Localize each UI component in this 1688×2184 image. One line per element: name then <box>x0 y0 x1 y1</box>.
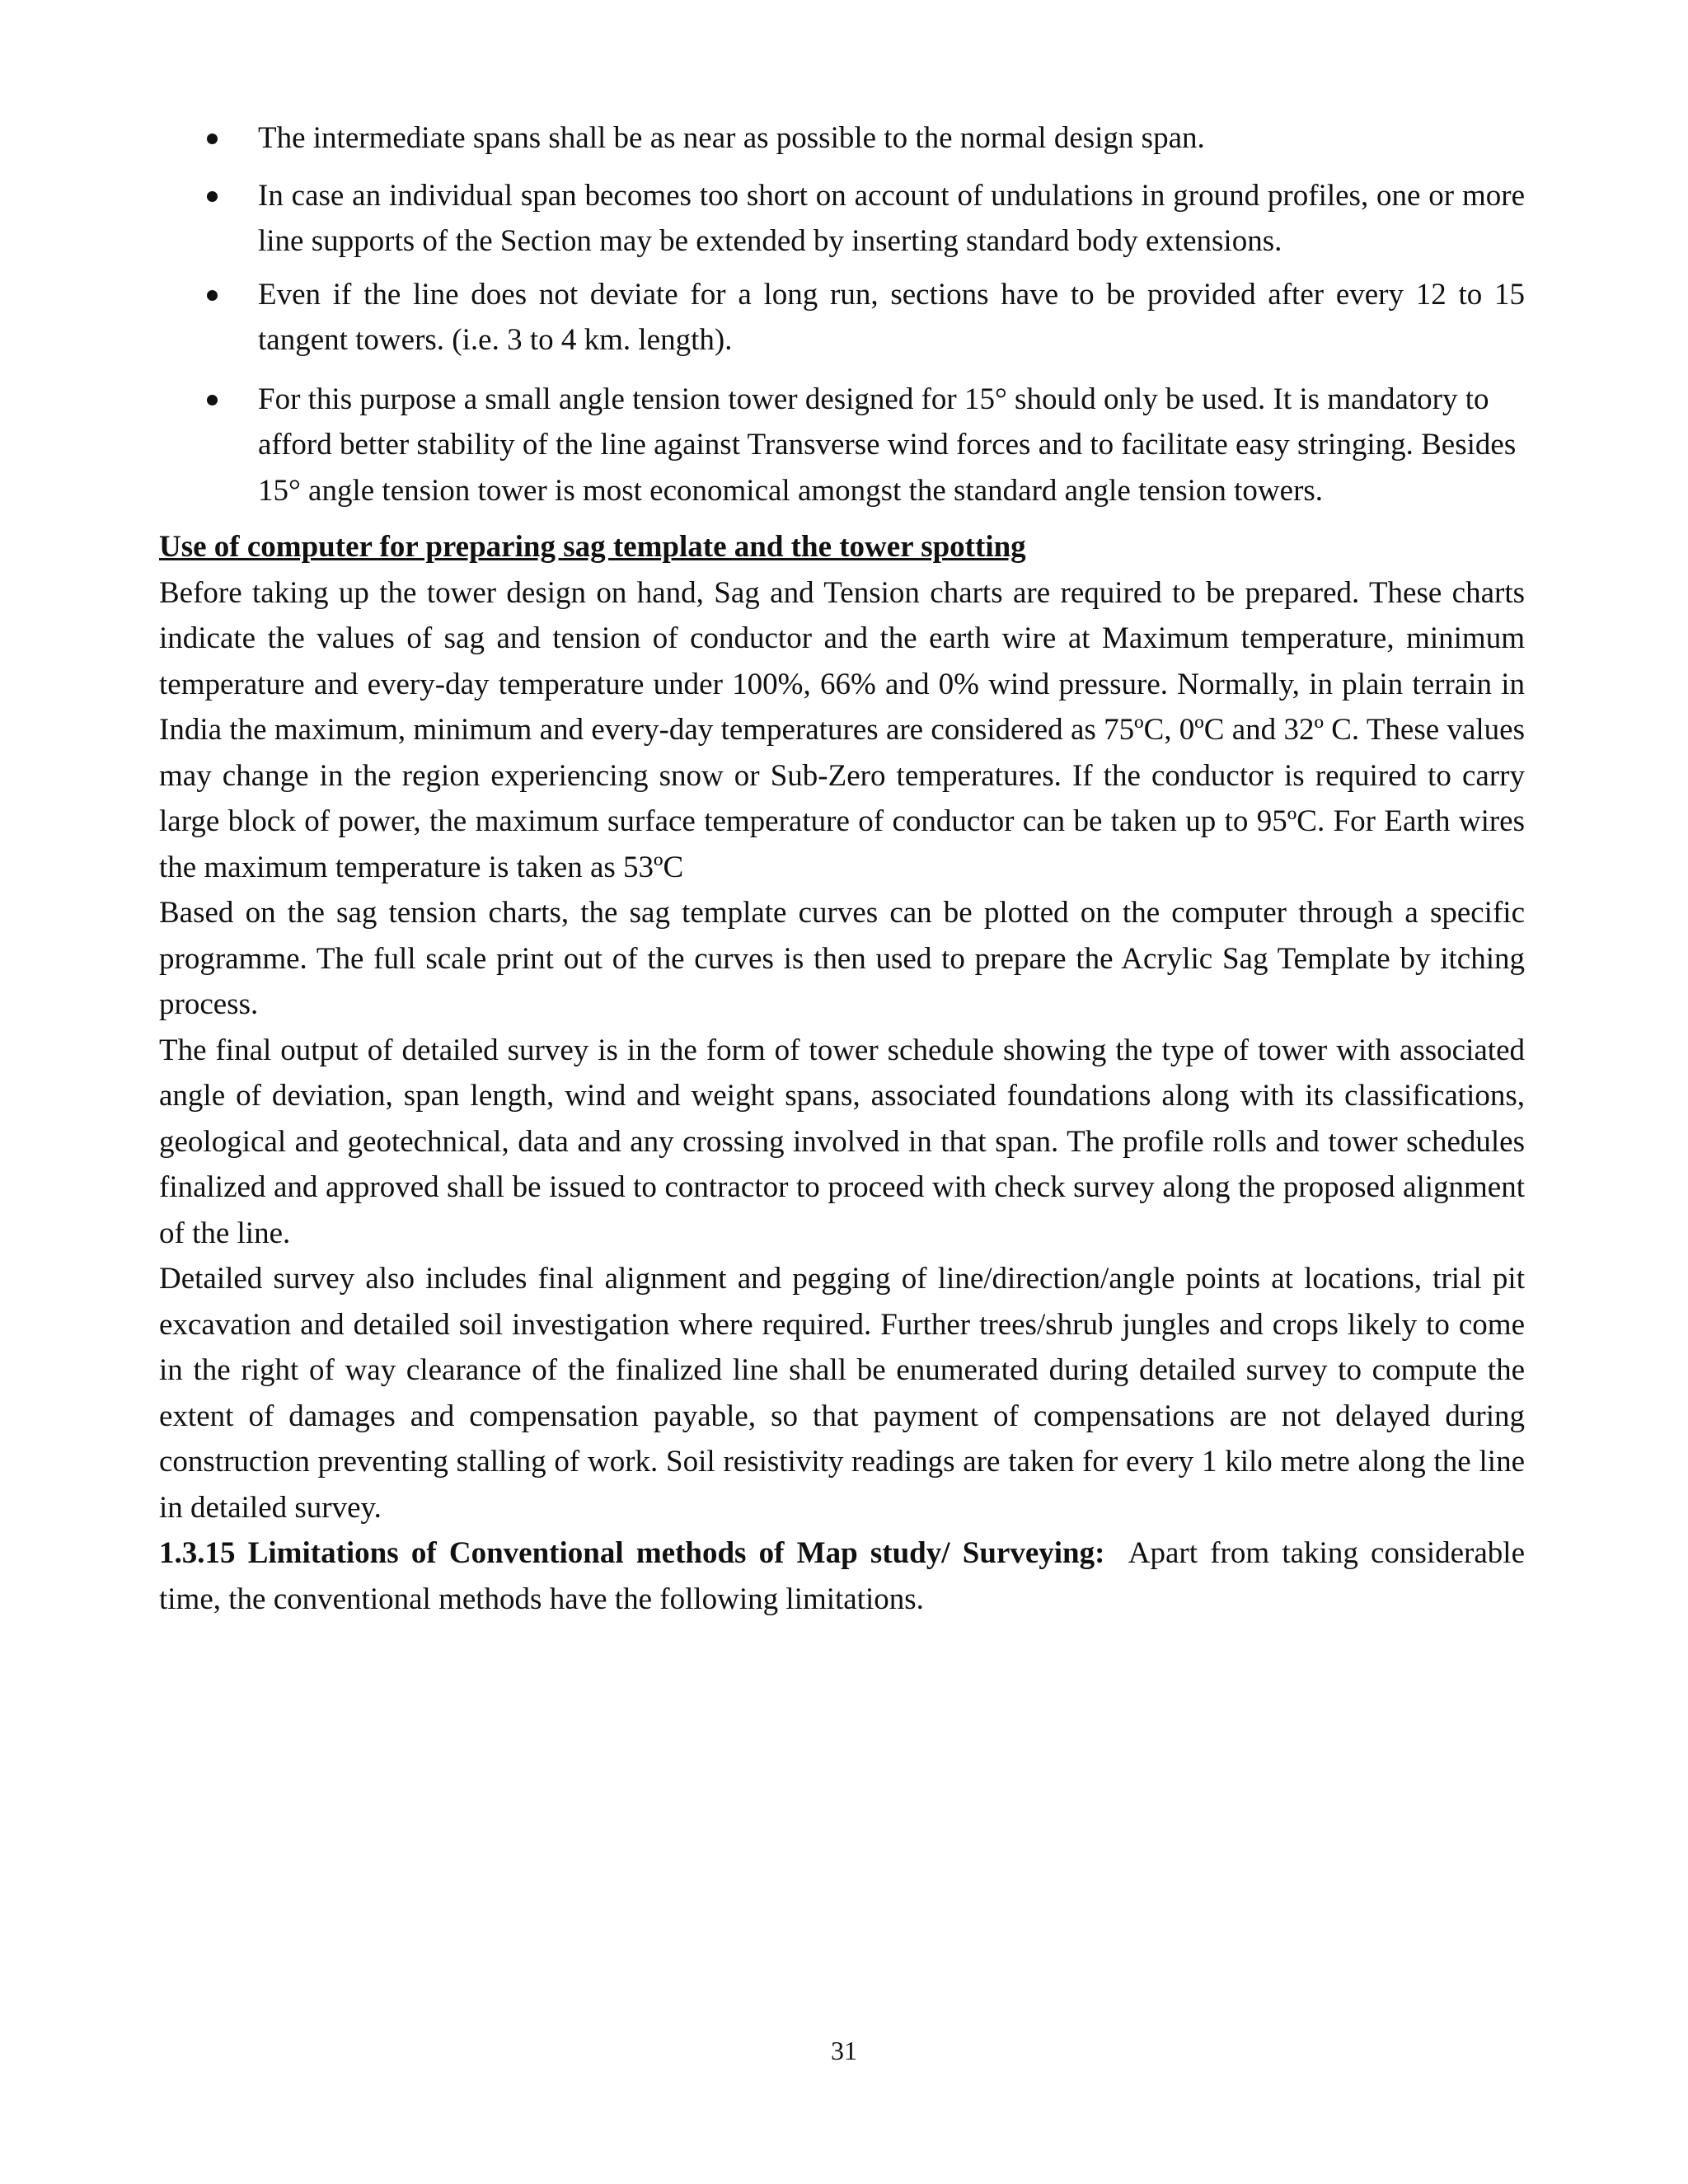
page-number: 31 <box>831 2036 857 2065</box>
section-heading: Use of computer for preparing sag template and the tower spotting <box>159 530 1026 564</box>
paragraph-sag-tension: Before taking up the tower design on hand, Sag and Tension charts are required to be prepared. These charts indicate the values of sag and tension of conductor and the earth wire at Maximum temperature, minimum temperature and every-day temperature under 100%, 66% and 0% wind pressure. Normally, in plain terrain in India the maximum, minimum and every-day temperatures are considered as 75ºC, 0ºC and 32º C. These values may change in the region experiencing snow or Sub-Zero temperatures. If the conductor is required to carry large block of power, the maximum surface temperature of conductor can be taken up to 95ºC. For Earth wires the maximum temperature is taken as 53ºC <box>159 575 1525 884</box>
paragraph-tower-schedule: The final output of detailed survey is in the form of tower schedule showing the type of tower with associated angle of deviation, span length, wind and weight spans, associated foundations along with its classifications, geological and geotechnical, data and any crossing involved in that span. The profile rolls and tower schedules finalized and approved shall be issued to contractor to proceed with check survey along the proposed alignment of the line. <box>159 1033 1525 1250</box>
bullet-dot-icon <box>207 134 218 144</box>
bullet-list <box>159 115 1525 513</box>
bullet-item <box>159 377 1525 514</box>
bullet-item <box>159 173 1525 265</box>
bullet-text: In case an individual span becomes too short on account of undulations in ground profiles, one or more line supports of the Section may be extended by inserting standard body extensions. <box>258 178 1525 258</box>
paragraph-sag-template: Based on the sag tension charts, the sag template curves can be plotted on the computer through a specific programme. The full scale print out of the curves is then used to prepare the Acrylic Sag Template by itching process. <box>159 896 1525 1021</box>
subsection-text: Apart from taking considerable time, the conventional methods have the following limitations. <box>159 1536 1533 1616</box>
bullet-text: Even if the line does not deviate for a long run, sections have to be provided after every 12 to 15 tangent towers. (i.e. 3 to 4 km. length). <box>258 277 1525 357</box>
bullet-dot-icon <box>207 395 218 405</box>
bullet-text: For this purpose a small angle tension tower designed for 15° should only be used. It is mandatory to afford better stability of the line against Transverse wind forces and to facilitate easy stringing. Besides 15° angle tension tower is most economical amongst the standard angle tension towers. <box>258 382 1517 508</box>
bullet-dot-icon <box>207 191 218 202</box>
subsection-title: 1.3.15 Limitations of Conventional methods of Map study/ Surveying: <box>159 1536 1105 1570</box>
bullet-item <box>159 115 1525 162</box>
subsection-paragraph <box>159 1530 1533 1622</box>
paragraph-detailed-survey: Detailed survey also includes final alignment and pegging of line/direction/angle points at locations, trial pit excavation and detailed soil investigation where required. Further trees/shrub jungles and crops likely to come in the right of way clearance of the finalized line shall be enumerated during detailed survey to compute the extent of damages and compensation payable, so that payment of compensations are not delayed during construction preventing stalling of work. Soil resistivity readings are taken for every 1 kilo metre along the line in detailed survey. <box>159 1262 1525 1525</box>
bullet-item <box>159 272 1525 363</box>
bullet-dot-icon <box>207 290 218 301</box>
document-page <box>159 115 1533 1622</box>
bullet-text: The intermediate spans shall be as near as possible to the normal design span. <box>258 121 1205 155</box>
